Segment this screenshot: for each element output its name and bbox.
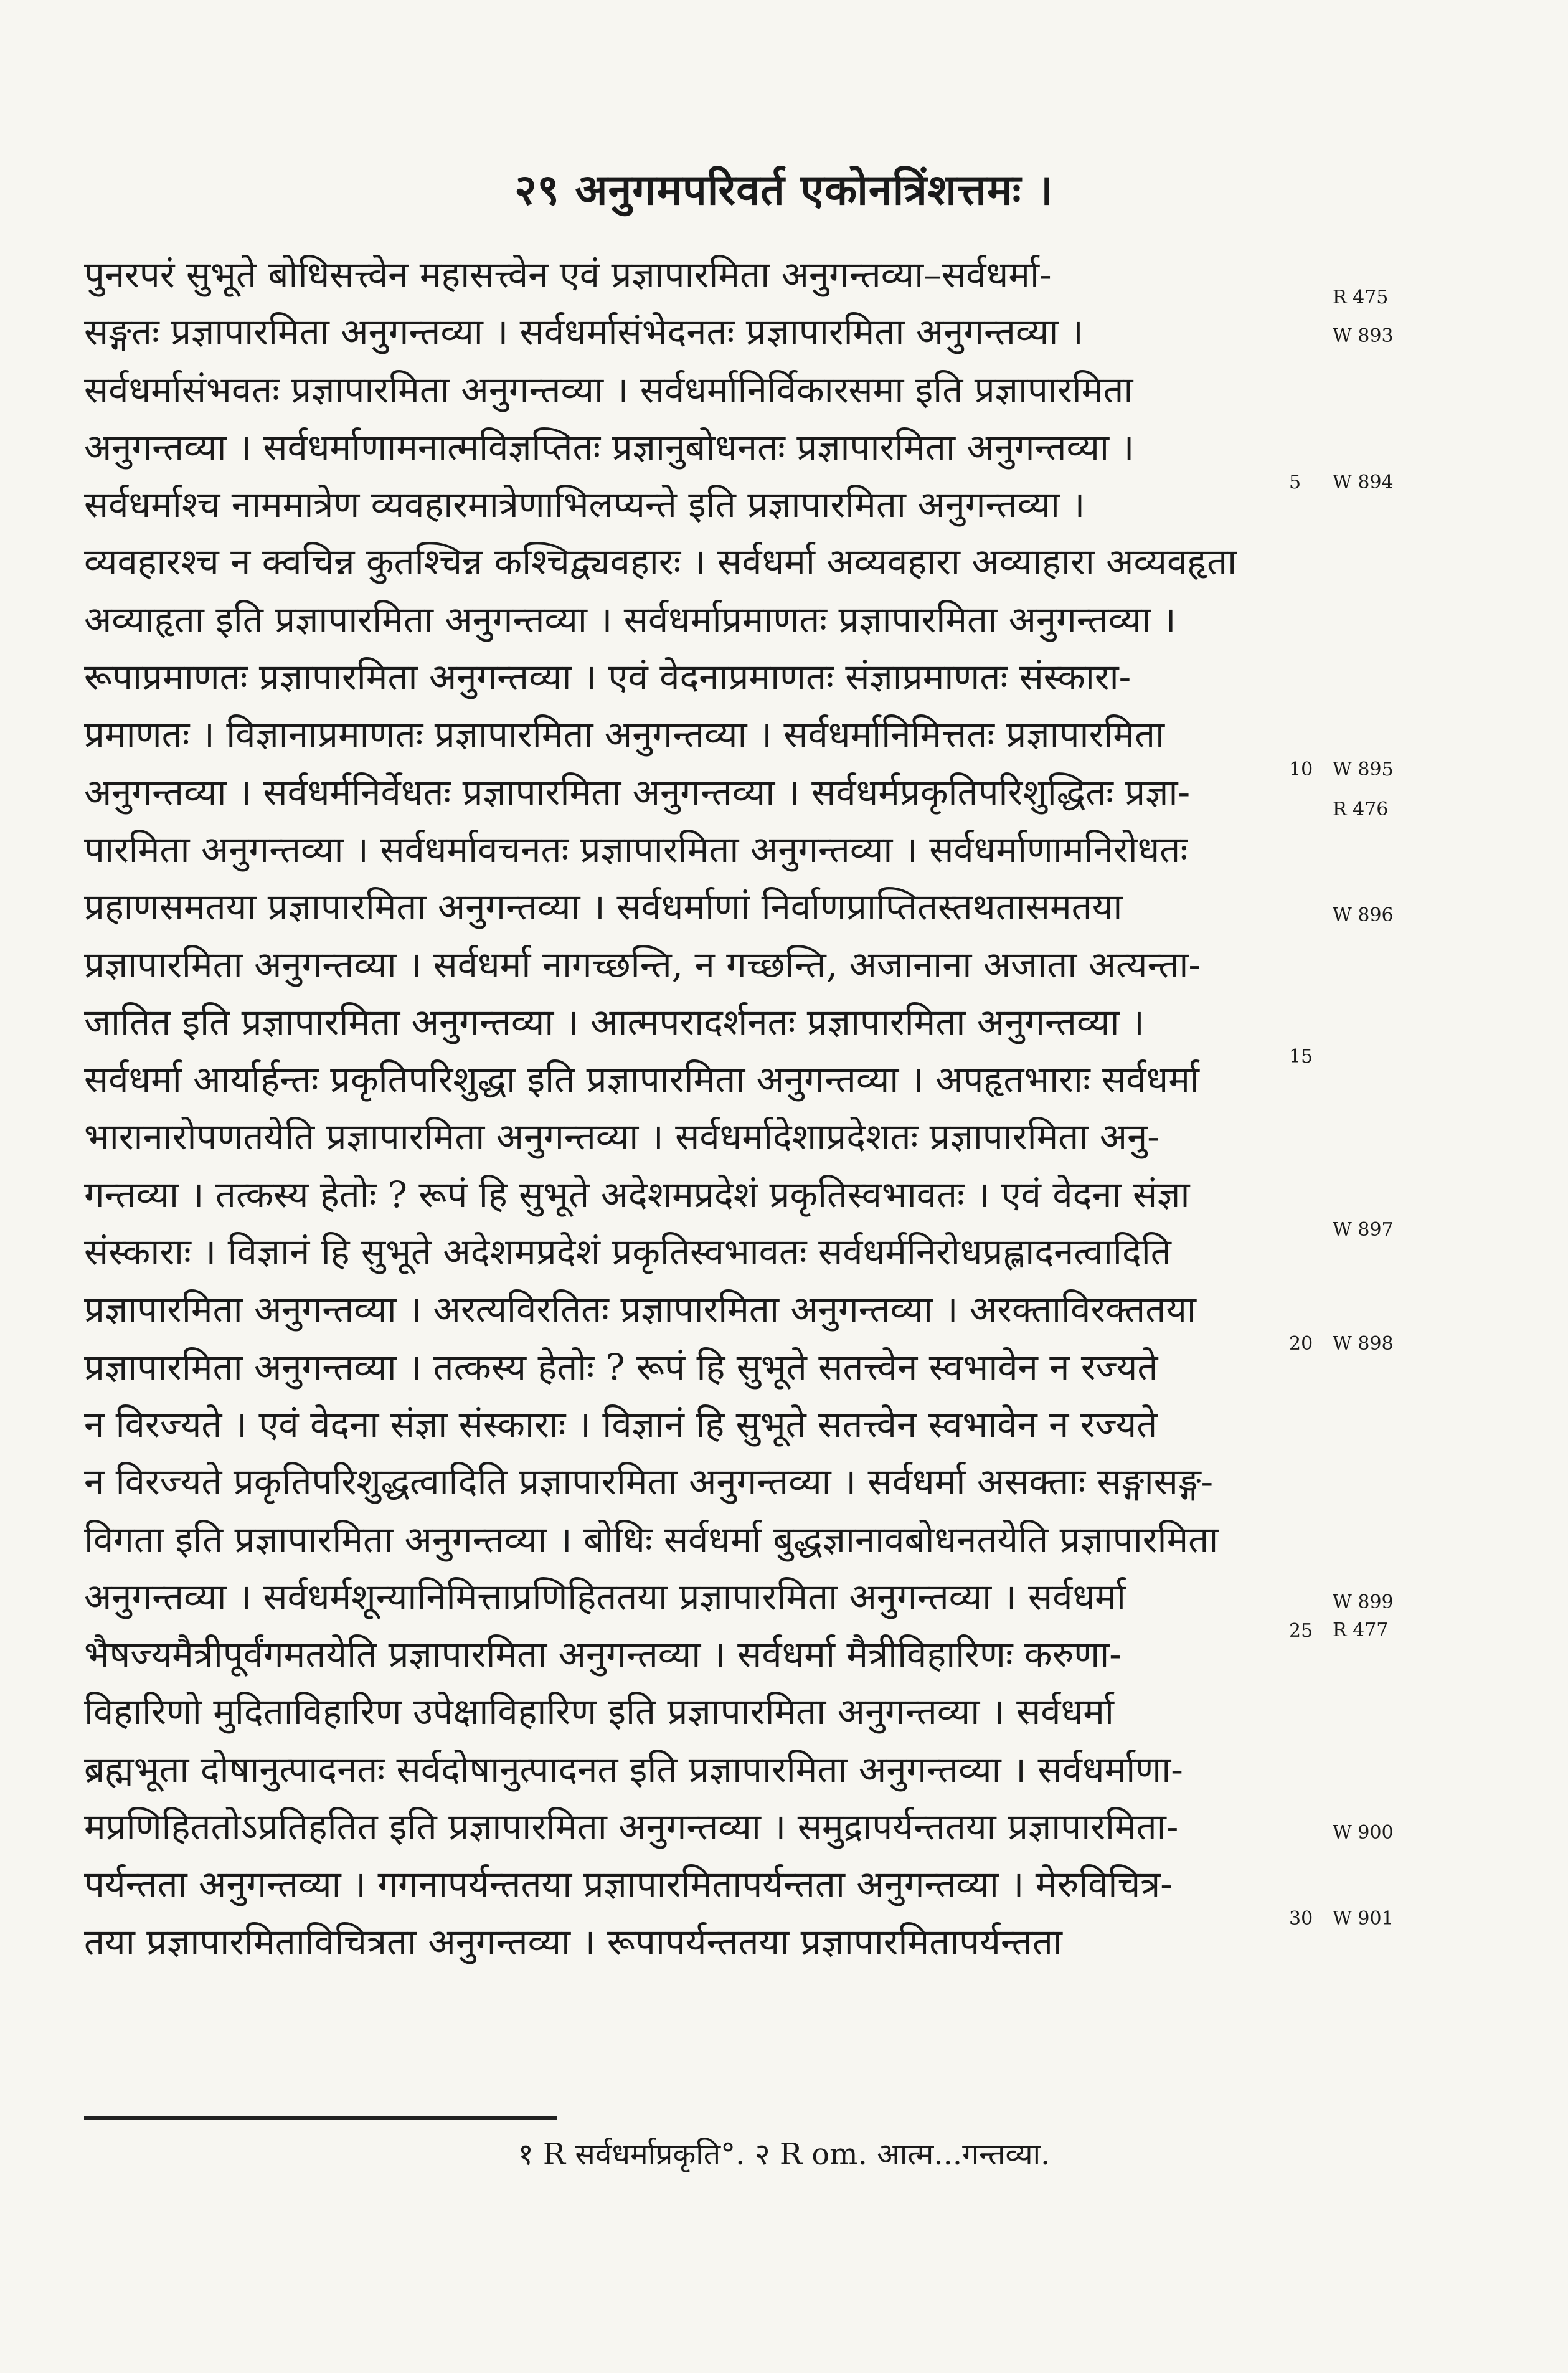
margin-reference: W 893 (1333, 325, 1394, 347)
margin-reference: W 897 (1333, 1219, 1394, 1241)
text-line: पुनरपरं सुभूते बोधिसत्त्वेन महासत्त्वेन एवं प्रज्ञापारमिता अनुगन्तव्या–सर्वधर्मा- (84, 253, 1052, 296)
line-number: 5 (1289, 471, 1301, 493)
chapter-title: २९ अनुगमपरिवर्त एकोनत्रिंशत्तमः । (514, 165, 1054, 215)
text-line: सर्वधर्मासंभवतः प्रज्ञापारमिता अनुगन्तव्या । सर्वधर्मानिर्विकारसमा इति प्रज्ञापारमिता (84, 368, 1133, 411)
margin-reference: R 476 (1333, 798, 1389, 820)
text-line: गन्तव्या । तत्कस्य हेतोः ? रूपं हि सुभूते अदेशमप्रदेशं प्रकृतिस्वभावतः । एवं वेदना संज्ञा (84, 1173, 1190, 1216)
text-line: मप्रणिहिततोऽप्रतिहतित इति प्रज्ञापारमिता अनुगन्तव्या । समुद्रापर्यन्ततया प्रज्ञापारमिता- (84, 1806, 1179, 1849)
text-line: विगता इति प्रज्ञापारमिता अनुगन्तव्या । बोधिः सर्वधर्मा बुद्धज्ञानावबोधनतयेति प्रज्ञापारमिता (84, 1518, 1219, 1561)
text-line: प्रहाणसमतया प्रज्ञापारमिता अनुगन्तव्या । सर्वधर्माणां निर्वाणप्राप्तितस्तथतासमतया (84, 886, 1123, 929)
text-line: रूपाप्रमाणतः प्रज्ञापारमिता अनुगन्तव्या । एवं वेदनाप्रमाणतः संज्ञाप्रमाणतः संस्कारा- (84, 656, 1131, 699)
line-number: 15 (1289, 1046, 1313, 1068)
text-line: भारानारोपणतयेति प्रज्ञापारमिता अनुगन्तव्या । सर्वधर्मादेशाप्रदेशतः प्रज्ञापारमिता अनु- (84, 1115, 1159, 1158)
line-number: 25 (1289, 1620, 1313, 1642)
line-number: 20 (1289, 1333, 1313, 1355)
margin-reference: W 901 (1333, 1908, 1394, 1930)
margin-reference: W 894 (1333, 471, 1394, 493)
margin-reference: W 895 (1333, 759, 1394, 780)
text-line: न विरज्यते प्रकृतिपरिशुद्धत्वादिति प्रज्ञापारमिता अनुगन्तव्या । सर्वधर्मा असक्ताः सङ्गासङ्ग- (84, 1461, 1214, 1504)
text-line: सर्वधर्मा आर्यार्हन्तः प्रकृतिपरिशुद्धा इति प्रज्ञापारमिता अनुगन्तव्या । अपहृतभाराः सर्वधर्मा (84, 1058, 1199, 1101)
footnote-rule (84, 2116, 557, 2120)
text-line: व्यवहारश्च न क्वचिन्न कुतश्चिन्न कश्चिद्व्यवहारः । सर्वधर्मा अव्यवहारा अव्याहारा अव्यवहृता (84, 541, 1237, 584)
text-line: न विरज्यते । एवं वेदना संज्ञा संस्काराः । विज्ञानं हि सुभूते सतत्त्वेन स्वभावेन न रज्यते (84, 1403, 1158, 1446)
text-line: भैषज्यमैत्रीपूर्वंगमतयेति प्रज्ञापारमिता अनुगन्तव्या । सर्वधर्मा मैत्रीविहारिणः करुणा- (84, 1633, 1122, 1676)
text-line: अनुगन्तव्या । सर्वधर्मनिर्वेधतः प्रज्ञापारमिता अनुगन्तव्या । सर्वधर्मप्रकृतिपरिशुद्धितः प्रज्ञा- (84, 770, 1191, 813)
margin-reference: W 899 (1333, 1591, 1394, 1613)
text-line: सर्वधर्माश्च नाममात्रेण व्यवहारमात्रेणाभिलप्यन्ते इति प्रज्ञापारमिता अनुगन्तव्या । (84, 483, 1085, 526)
text-line: प्रज्ञापारमिता अनुगन्तव्या । तत्कस्य हेतोः ? रूपं हि सुभूते सतत्त्वेन स्वभावेन न रज्यते (84, 1345, 1158, 1388)
text-line: ब्रह्मभूता दोषानुत्पादनतः सर्वदोषानुत्पादनत इति प्रज्ञापारमिता अनुगन्तव्या । सर्वधर्माणा- (84, 1748, 1183, 1791)
text-line: संस्काराः । विज्ञानं हि सुभूते अदेशमप्रदेशं प्रकृतिस्वभावतः सर्वधर्मनिरोधप्रह्लादनत्वादिति (84, 1231, 1171, 1274)
text-line: प्रमाणतः । विज्ञानाप्रमाणतः प्रज्ञापारमिता अनुगन्तव्या । सर्वधर्मानिमित्ततः प्रज्ञापारमिता (84, 713, 1165, 756)
text-line: अनुगन्तव्या । सर्वधर्माणामनात्मविज्ञप्तितः प्रज्ञानुबोधनतः प्रज्ञापारमिता अनुगन्तव्या । (84, 425, 1135, 468)
text-line: अव्याहृता इति प्रज्ञापारमिता अनुगन्तव्या । सर्वधर्माप्रमाणतः प्रज्ञापारमिता अनुगन्तव्या । (84, 598, 1176, 641)
line-number: 10 (1289, 759, 1313, 780)
text-line: सङ्गतः प्रज्ञापारमिता अनुगन्तव्या । सर्वधर्मासंभेदनतः प्रज्ञापारमिता अनुगन्तव्या । (84, 311, 1084, 354)
text-line: अनुगन्तव्या । सर्वधर्मशून्यानिमित्ताप्रणिहिततया प्रज्ञापारमिता अनुगन्तव्या । सर्वधर्मा (84, 1575, 1126, 1618)
text-line: प्रज्ञापारमिता अनुगन्तव्या । सर्वधर्मा नागच्छन्ति, न गच्छन्ति, अजानाना अजाता अत्यन्ता- (84, 943, 1201, 986)
text-line: पारमिता अनुगन्तव्या । सर्वधर्मावचनतः प्रज्ञापारमिता अनुगन्तव्या । सर्वधर्माणामनिरोधतः (84, 828, 1188, 871)
text-line: पर्यन्तता अनुगन्तव्या । गगनापर्यन्ततया प्रज्ञापारमितापर्यन्तता अनुगन्तव्या । मेरुविचित्र- (84, 1863, 1173, 1906)
text-line: प्रज्ञापारमिता अनुगन्तव्या । अरत्यविरतितः प्रज्ञापारमिता अनुगन्तव्या । अरक्ताविरक्ततया (84, 1288, 1196, 1331)
text-line: तया प्रज्ञापारमिताविचित्रता अनुगन्तव्या । रूपापर्यन्ततया प्रज्ञापारमितापर्यन्तता (84, 1920, 1062, 1963)
text-line: जातित इति प्रज्ञापारमिता अनुगन्तव्या । आत्मपरादर्शनतः प्रज्ञापारमिता अनुगन्तव्या । (84, 1000, 1145, 1043)
margin-reference: R 475 (1333, 287, 1389, 308)
line-number: 30 (1289, 1908, 1313, 1930)
text-line: विहारिणो मुदिताविहारिण उपेक्षाविहारिण इति प्रज्ञापारमिता अनुगन्तव्या । सर्वधर्मा (84, 1690, 1114, 1733)
footnote: १ R सर्वधर्माप्रकृति°. २ R om. आत्म...गन्तव्या. (517, 2137, 1051, 2172)
body-text (84, 246, 1298, 1971)
margin-reference: W 898 (1333, 1333, 1394, 1355)
margin-reference: R 477 (1333, 1619, 1389, 1641)
margin-reference: W 896 (1333, 904, 1394, 926)
margin-reference: W 900 (1333, 1822, 1394, 1844)
